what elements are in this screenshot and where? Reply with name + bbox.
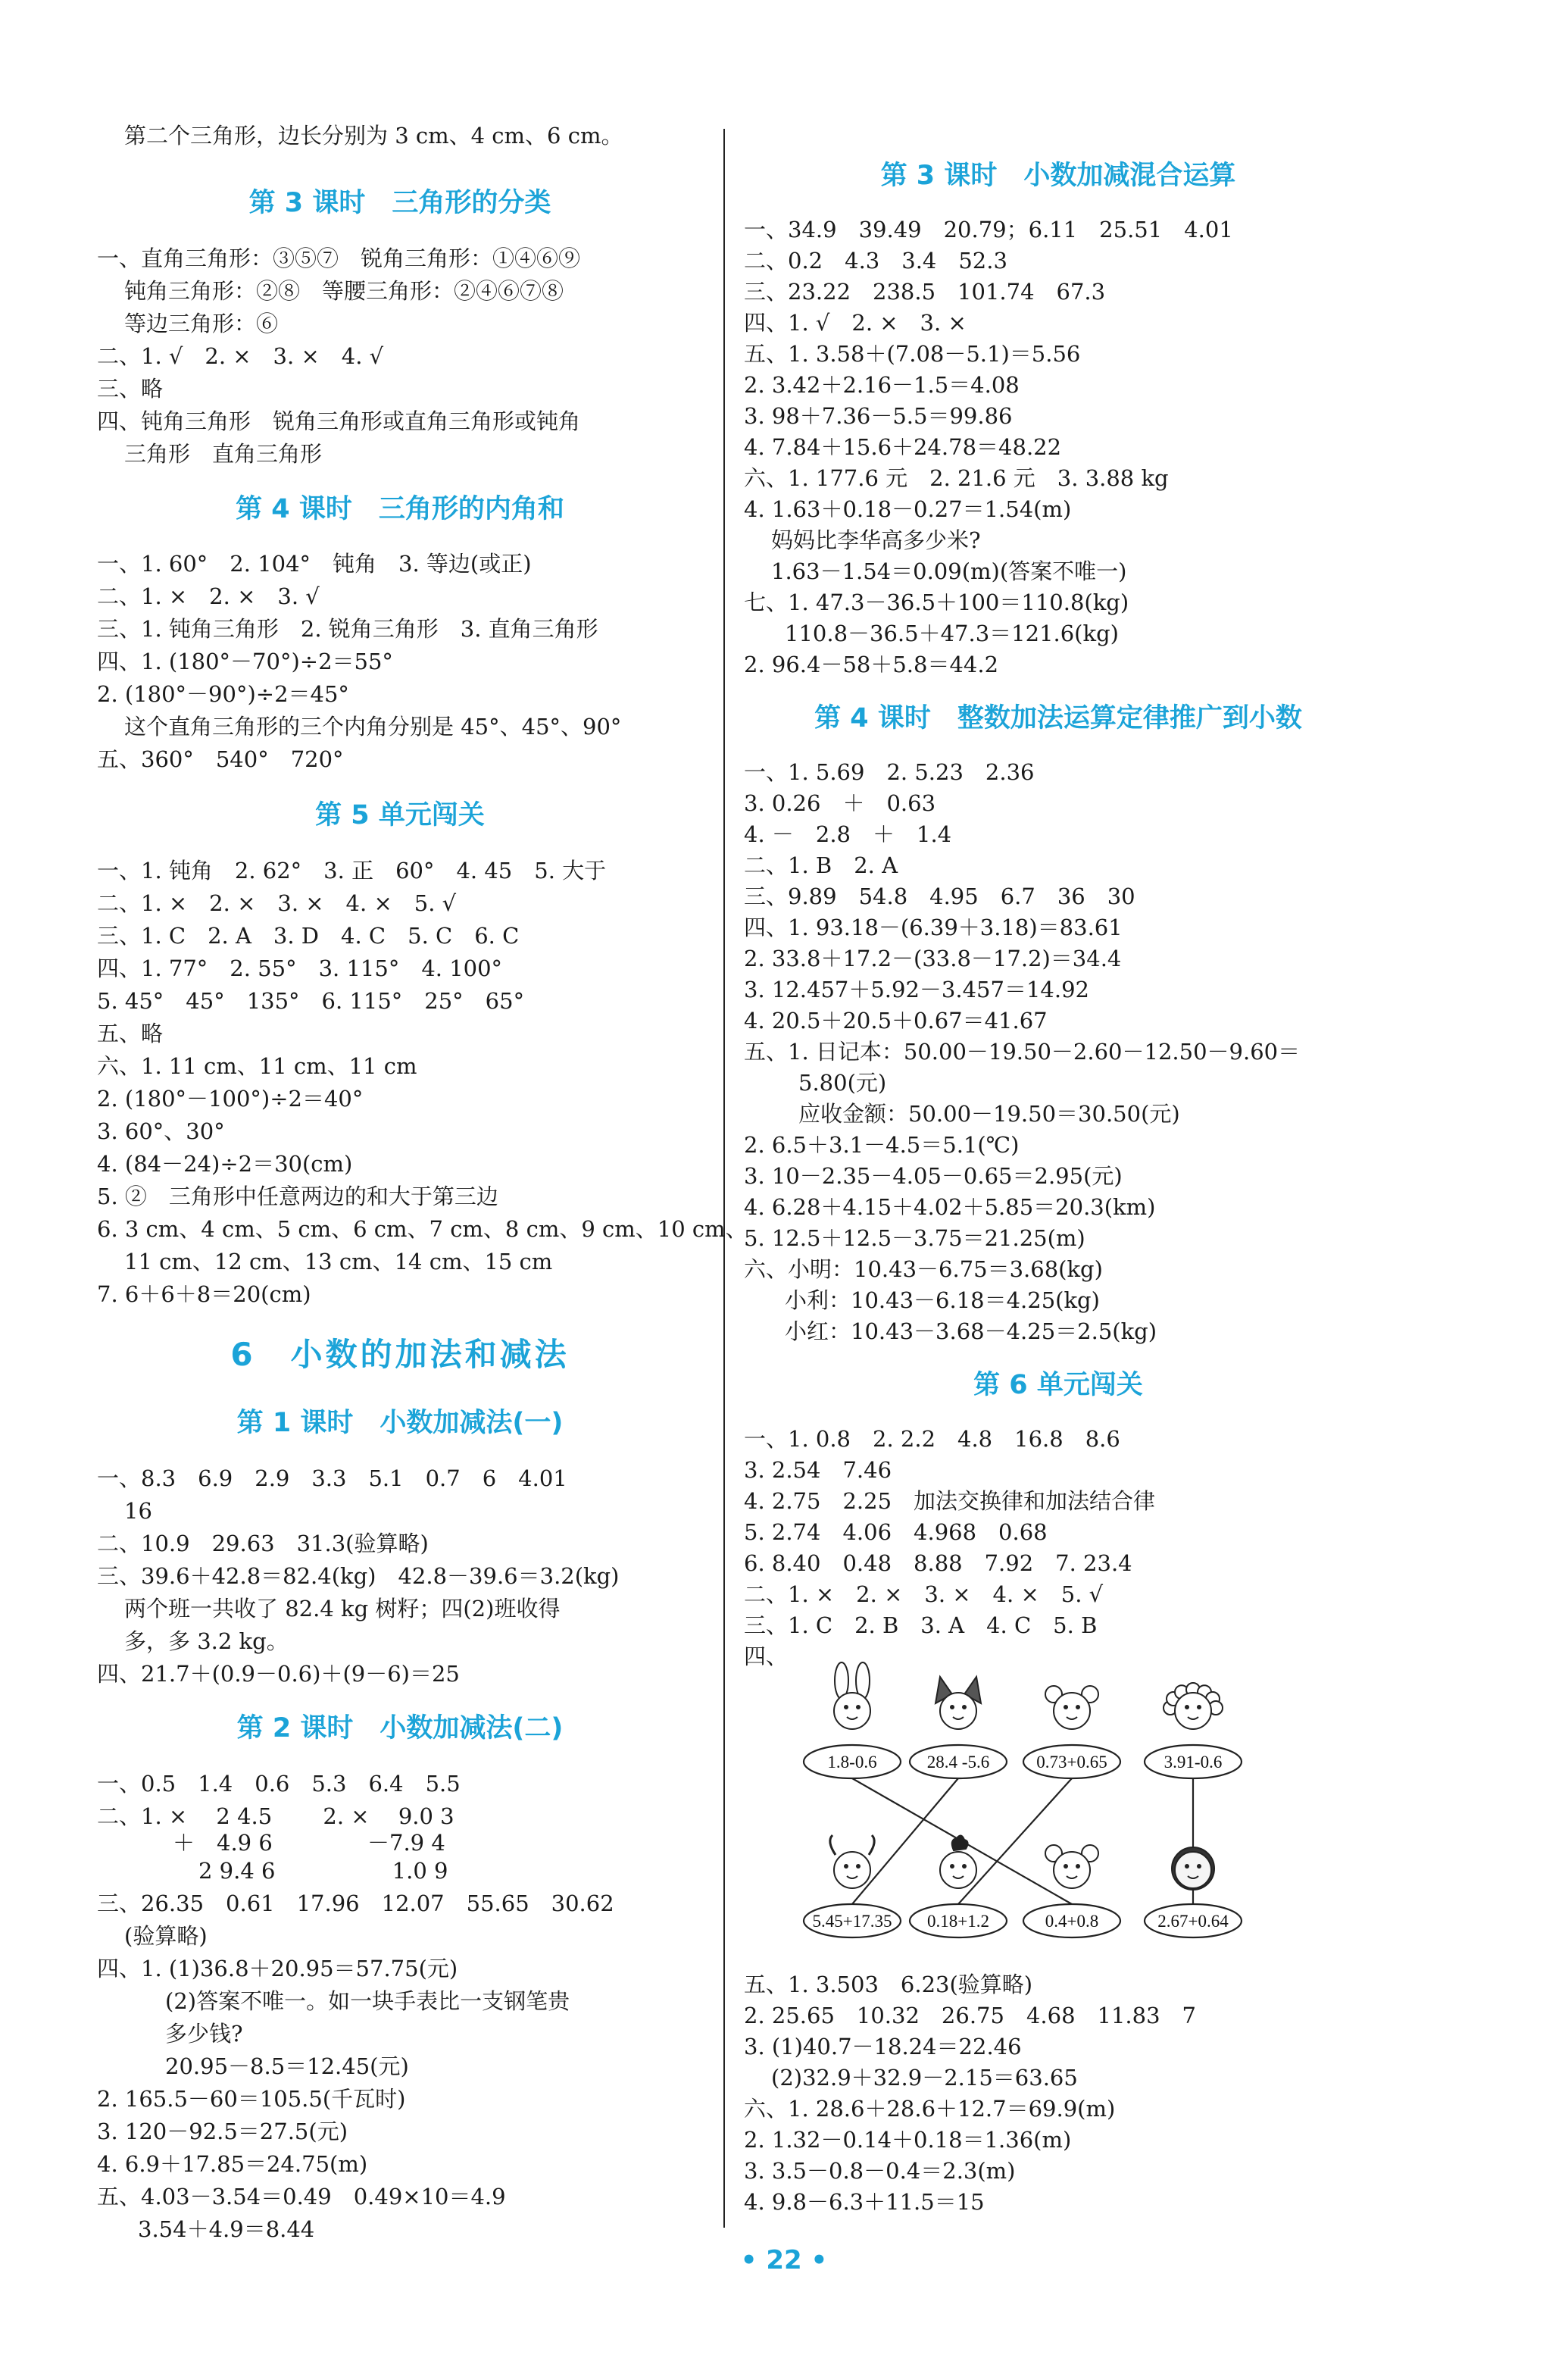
monkey-icon: [1172, 1847, 1214, 1890]
section-title: 第 3 课时 小数加减混合运算: [880, 161, 1236, 191]
answer-line: 二、1. × 2. × 3. √: [97, 583, 320, 609]
cow-icon: [830, 1835, 874, 1888]
answer-line: (2)32.9＋32.9－2.15＝63.65: [771, 2065, 1078, 2091]
answer-line: 四、: [744, 1643, 789, 1669]
section-title: 第 6 单元闯关: [973, 1370, 1143, 1400]
answer-line: 11 cm、12 cm、13 cm、14 cm、15 cm: [124, 1249, 553, 1274]
answer-line: 三、26.35 0.61 17.96 12.07 55.65 30.62: [97, 1890, 614, 1916]
answer-line: 2. 33.8＋17.2－(33.8－17.2)＝34.4: [744, 946, 1122, 971]
answer-line: 16: [124, 1498, 152, 1524]
answer-line: 五、略: [97, 1021, 164, 1046]
answer-line: 妈妈比李华高多少米?: [771, 527, 981, 553]
answer-line: 四、钝角三角形 锐角三角形或直角三角形或钝角: [97, 408, 581, 434]
answer-line: 四、21.7＋(0.9－0.6)＋(9－6)＝25: [97, 1661, 460, 1687]
answer-line: 2. (180°－100°)÷2＝40°: [97, 1086, 364, 1112]
answer-line: 六、小明：10.43－6.75＝3.68(kg): [744, 1256, 1103, 1282]
answer-line: 五、1. 3.58＋(7.08－5.1)＝5.56: [744, 341, 1081, 367]
answer-line: 小红：10.43－3.68－4.25＝2.5(kg): [785, 1318, 1157, 1344]
answer-line: 一、1. 60° 2. 104° 钝角 3. 等边(或正): [97, 551, 532, 577]
answer-line: 一、直角三角形：③⑤⑦ 锐角三角形：①④⑥⑨: [97, 245, 581, 271]
answer-line: 2. 3.42＋2.16－1.5＝4.08: [744, 372, 1020, 398]
answer-line: 5. 2.74 4.06 4.968 0.68: [744, 1519, 1048, 1545]
section-title: 第 4 课时 整数加法运算定律推广到小数: [814, 703, 1302, 733]
match-line: [852, 1778, 958, 1904]
answer-line: 三、9.89 54.8 4.95 6.7 36 30: [744, 883, 1135, 909]
answer-line: 五、1. 3.503 6.23(验算略): [744, 1972, 1033, 1997]
answer-line: 7. 6＋6＋8＝20(cm): [97, 1281, 311, 1307]
answer-line: 多少钱?: [165, 2021, 243, 2047]
answer-line: 一、8.3 6.9 2.9 3.3 5.1 0.7 6 4.01: [97, 1465, 567, 1491]
answer-line: 110.8－36.5＋47.3＝121.6(kg): [785, 621, 1119, 646]
tiger-icon: [1045, 1686, 1098, 1729]
answer-line: 1.63－1.54＝0.09(m)(答案不唯一): [771, 558, 1127, 584]
answer-line: 3. 98＋7.36－5.5＝99.86: [744, 403, 1013, 429]
answer-line: 第二个三角形，边长分别为 3 cm、4 cm、6 cm。: [124, 123, 623, 149]
answer-line: 4. 9.8－6.3＋11.5＝15: [744, 2189, 985, 2215]
answer-line: 20.95－8.5＝12.45(元): [165, 2053, 409, 2079]
answer-line: 3. 12.457＋5.92－3.457＝14.92: [744, 977, 1089, 1002]
bottom-expression: 0.4+0.8: [1045, 1912, 1099, 1931]
answer-line: 六、1. 177.6 元 2. 21.6 元 3. 3.88 kg: [744, 465, 1169, 491]
answer-line: 3. 2.54 7.46: [744, 1457, 892, 1483]
answer-line: 4. 6.9＋17.85＝24.75(m): [97, 2151, 368, 2177]
answer-line: 三、1. C 2. A 3. D 4. C 5. C 6. C: [97, 923, 520, 949]
answer-line: 五、1. 日记本：50.00－19.50－2.60－12.50－9.60＝: [744, 1039, 1301, 1065]
answer-line: 3. 60°、30°: [97, 1118, 225, 1144]
answer-line: 三、23.22 238.5 101.74 67.3: [744, 279, 1106, 305]
answer-line: 2. (180°－90°)÷2＝45°: [97, 681, 349, 707]
top-expression: 28.4 -5.6: [926, 1753, 990, 1772]
answer-line: 六、1. 11 cm、11 cm、11 cm: [97, 1053, 417, 1079]
answer-line: 二、10.9 29.63 31.3(验算略): [97, 1531, 429, 1556]
answer-line: 2. 96.4－58＋5.8＝44.2: [744, 652, 999, 677]
bottom-expression: 2.67+0.64: [1157, 1912, 1229, 1931]
answer-line: 一、1. 钝角 2. 62° 3. 正 60° 4. 45 5. 大于: [97, 858, 607, 883]
answer-line: 2. 165.5－60＝105.5(千瓦时): [97, 2086, 406, 2112]
answer-line: 3. 10－2.35－4.05－0.65＝2.95(元): [744, 1163, 1123, 1189]
answer-line: 3. (1)40.7－18.24＝22.46: [744, 2034, 1022, 2059]
answer-line: 4. 2.75 2.25 加法交换律和加法结合律: [744, 1488, 1156, 1514]
answer-line: 6. 3 cm、4 cm、5 cm、6 cm、7 cm、8 cm、9 cm、10 cm、: [97, 1216, 748, 1242]
section-title: 第 1 课时 小数加减法(一): [236, 1408, 564, 1438]
answer-line: 2. 6.5＋3.1－4.5＝5.1(℃): [744, 1132, 1020, 1158]
bottom-expression: 5.45+17.35: [812, 1912, 892, 1931]
answer-line: 4. (84－24)÷2＝30(cm): [97, 1151, 353, 1177]
answer-line: 三、1. 钝角三角形 2. 锐角三角形 3. 直角三角形: [97, 616, 598, 642]
matching-diagram: [769, 1659, 1329, 1955]
answer-line: 一、0.5 1.4 0.6 5.3 6.4 5.5: [97, 1771, 461, 1797]
answer-line: 这个直角三角形的三个内角分别是 45°、45°、90°: [124, 714, 622, 740]
section-title: 第 5 单元闯关: [315, 800, 485, 830]
answer-line: (验算略): [124, 1923, 208, 1949]
answer-line: 5. 12.5＋12.5－3.75＝21.25(m): [744, 1225, 1085, 1251]
answer-line: 应收金额：50.00－19.50＝30.50(元): [798, 1101, 1180, 1127]
answer-line: 五、4.03－3.54＝0.49 0.49×10＝4.9: [97, 2184, 506, 2209]
page-number: • 22 •: [740, 2245, 828, 2275]
answer-line: 四、1. √ 2. × 3. ×: [744, 310, 967, 336]
unit-title: 6 小数的加法和减法: [230, 1336, 570, 1373]
top-expression: 3.91-0.6: [1164, 1753, 1223, 1772]
answer-line: 四、1. (1)36.8＋20.95＝57.75(元): [97, 1956, 458, 1981]
answer-line: 6. 8.40 0.48 8.88 7.92 7. 23.4: [744, 1550, 1132, 1576]
sheep-icon: [1164, 1683, 1223, 1729]
answer-line: 5. 45° 45° 135° 6. 115° 25° 65°: [97, 988, 525, 1014]
answer-line: 二、1. B 2. A: [744, 852, 898, 878]
section-title: 第 4 课时 三角形的内角和: [236, 494, 564, 524]
answer-line: 一、1. 5.69 2. 5.23 2.36: [744, 759, 1035, 785]
answer-line: ＋ 4.9 6 －7.9 4: [173, 1830, 445, 1856]
answer-line: 两个班一共收了 82.4 kg 树籽；四(2)班收得: [124, 1596, 561, 1622]
answer-line: 一、34.9 39.49 20.79；6.11 25.51 4.01: [744, 217, 1233, 242]
answer-line: 一、1. 0.8 2. 2.2 4.8 16.8 8.6: [744, 1426, 1120, 1452]
answer-line: 4. 20.5＋20.5＋0.67＝41.67: [744, 1008, 1048, 1034]
answer-line: 5. ② 三角形中任意两边的和大于第三边: [97, 1184, 498, 1209]
top-expression: 0.73+0.65: [1036, 1753, 1107, 1772]
answer-line: 等边三角形：⑥: [124, 311, 279, 336]
answer-line: (2)答案不唯一。如一块手表比一支钢笔贵: [165, 1988, 570, 2014]
answer-line: 四、1. 93.18－(6.39＋3.18)＝83.61: [744, 915, 1123, 940]
answer-line: 钝角三角形：②⑧ 等腰三角形：②④⑥⑦⑧: [124, 278, 564, 304]
answer-line: 七、1. 47.3－36.5＋100＝110.8(kg): [744, 590, 1129, 615]
bottom-expression: 0.18+1.2: [927, 1912, 989, 1931]
answer-line: 二、1. × 2. × 3. × 4. × 5. √: [744, 1581, 1104, 1607]
answer-line: 4. 6.28＋4.15＋4.02＋5.85＝20.3(km): [744, 1194, 1156, 1220]
answer-line: 六、1. 28.6＋28.6＋12.7＝69.9(m): [744, 2096, 1116, 2122]
fox-icon: [935, 1677, 981, 1729]
answer-line: 五、360° 540° 720°: [97, 746, 344, 772]
answer-line: 四、1. (180°－70°)÷2＝55°: [97, 649, 393, 674]
answer-line: 2 9.4 6 1.0 9: [198, 1858, 448, 1884]
answer-line: 5.80(元): [798, 1070, 887, 1096]
answer-line: 三、39.6＋42.8＝82.4(kg) 42.8－39.6＝3.2(kg): [97, 1563, 620, 1589]
column-divider: [723, 129, 725, 2228]
answer-line: 2. 1.32－0.14＋0.18＝1.36(m): [744, 2127, 1072, 2153]
answer-line: 2. 25.65 10.32 26.75 4.68 11.83 7: [744, 2003, 1196, 2028]
answer-line: 三、1. C 2. B 3. A 4. C 5. B: [744, 1612, 1098, 1638]
answer-line: 4. 1.63＋0.18－0.27＝1.54(m): [744, 496, 1072, 522]
answer-line: 小利：10.43－6.18＝4.25(kg): [785, 1287, 1100, 1313]
answer-line: 二、1. × 2 4.5 2. × 9.0 3: [97, 1803, 454, 1829]
section-title: 第 3 课时 三角形的分类: [248, 188, 551, 218]
answer-line: 3. 3.5－0.8－0.4＝2.3(m): [744, 2158, 1016, 2184]
answer-line: 3. 120－92.5＝27.5(元): [97, 2119, 348, 2144]
mouse-icon: [1045, 1845, 1098, 1888]
answer-line: 四、1. 77° 2. 55° 3. 115° 4. 100°: [97, 955, 503, 981]
section-title: 第 2 课时 小数加减法(二): [236, 1713, 564, 1743]
answer-line: 二、0.2 4.3 3.4 52.3: [744, 248, 1007, 274]
answer-line: 4. － 2.8 ＋ 1.4: [744, 821, 952, 847]
answer-line: 二、1. √ 2. × 3. × 4. √: [97, 343, 384, 369]
top-expression: 1.8-0.6: [827, 1753, 877, 1772]
answer-line: 二、1. × 2. × 3. × 4. × 5. √: [97, 890, 457, 916]
rabbit-icon: [834, 1662, 870, 1729]
answer-line: 三角形 直角三角形: [124, 441, 323, 467]
answer-line: 3. 0.26 ＋ 0.63: [744, 790, 936, 816]
answer-line: 3.54＋4.9＝8.44: [138, 2216, 315, 2242]
answer-line: 多，多 3.2 kg。: [124, 1628, 289, 1654]
answer-line: 4. 7.84＋15.6＋24.78＝48.22: [744, 434, 1062, 460]
answer-line: 三、略: [97, 376, 164, 402]
match-line: [958, 1778, 1072, 1904]
chick-icon: [940, 1835, 976, 1888]
